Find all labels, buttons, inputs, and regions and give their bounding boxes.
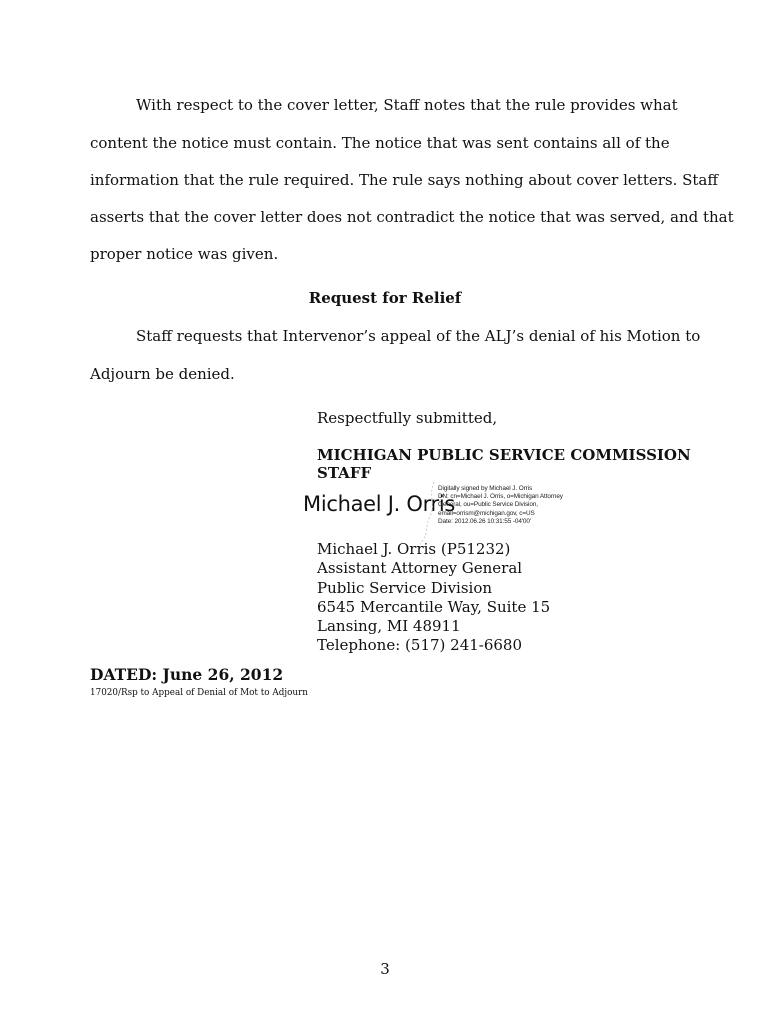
dated-line: DATED: June 26, 2012 — [90, 665, 284, 684]
address-line: Public Service Division — [317, 578, 493, 597]
org-name-line2: STAFF — [317, 464, 372, 482]
org-name-line1: MICHIGAN PUBLIC SERVICE COMMISSION — [317, 446, 691, 464]
signer-address — [317, 540, 550, 656]
paragraph-line: With respect to the cover letter, Staff notes that the rule provides what — [136, 96, 678, 114]
signature-detail-line: Date: 2012.06.26 10:31:55 -04'00' — [438, 517, 531, 525]
address-line: Telephone: (517) 241-6680 — [317, 636, 523, 655]
document-file-path: 17020/Rsp to Appeal of Denial of Mot to Adjourn — [90, 688, 308, 698]
paragraph-line: information that the rule required. The rule says nothing about cover letters. Staff — [90, 171, 719, 189]
closing: Respectfully submitted, — [317, 409, 498, 427]
signature-detail-line: email=orrism@michigan.gov, c=US — [438, 509, 535, 517]
paragraph-line: Staff requests that Intervenor’s appeal of the ALJ’s denial of his Motion to — [136, 327, 701, 345]
page-number: 3 — [380, 960, 390, 978]
signature-name: Michael J. Orris — [303, 492, 456, 516]
signature-detail-line: General, ou=Public Service Division, — [438, 501, 538, 509]
paragraph-line: proper notice was given. — [90, 245, 279, 263]
signature-detail-line: DN: cn=Michael J. Orris, o=Michigan Attorney — [438, 493, 563, 501]
address-line: Michael J. Orris (P51232) — [317, 540, 511, 558]
paragraph-line: Adjourn be denied. — [90, 365, 235, 383]
paragraph-line: content the notice must contain. The notice that was sent contains all of the — [90, 134, 670, 152]
address-line: Lansing, MI 48911 — [317, 617, 461, 636]
signature-details — [438, 485, 563, 526]
address-line: 6545 Mercantile Way, Suite 15 — [317, 597, 551, 616]
signature-detail-line: Digitally signed by Michael J. Orris — [438, 485, 533, 492]
section-heading: Request for Relief — [308, 289, 462, 307]
address-line: Assistant Attorney General — [317, 559, 523, 578]
paragraph-line: asserts that the cover letter does not contradict the notice that was served, and that — [90, 208, 734, 226]
signature-watermark — [414, 480, 440, 546]
